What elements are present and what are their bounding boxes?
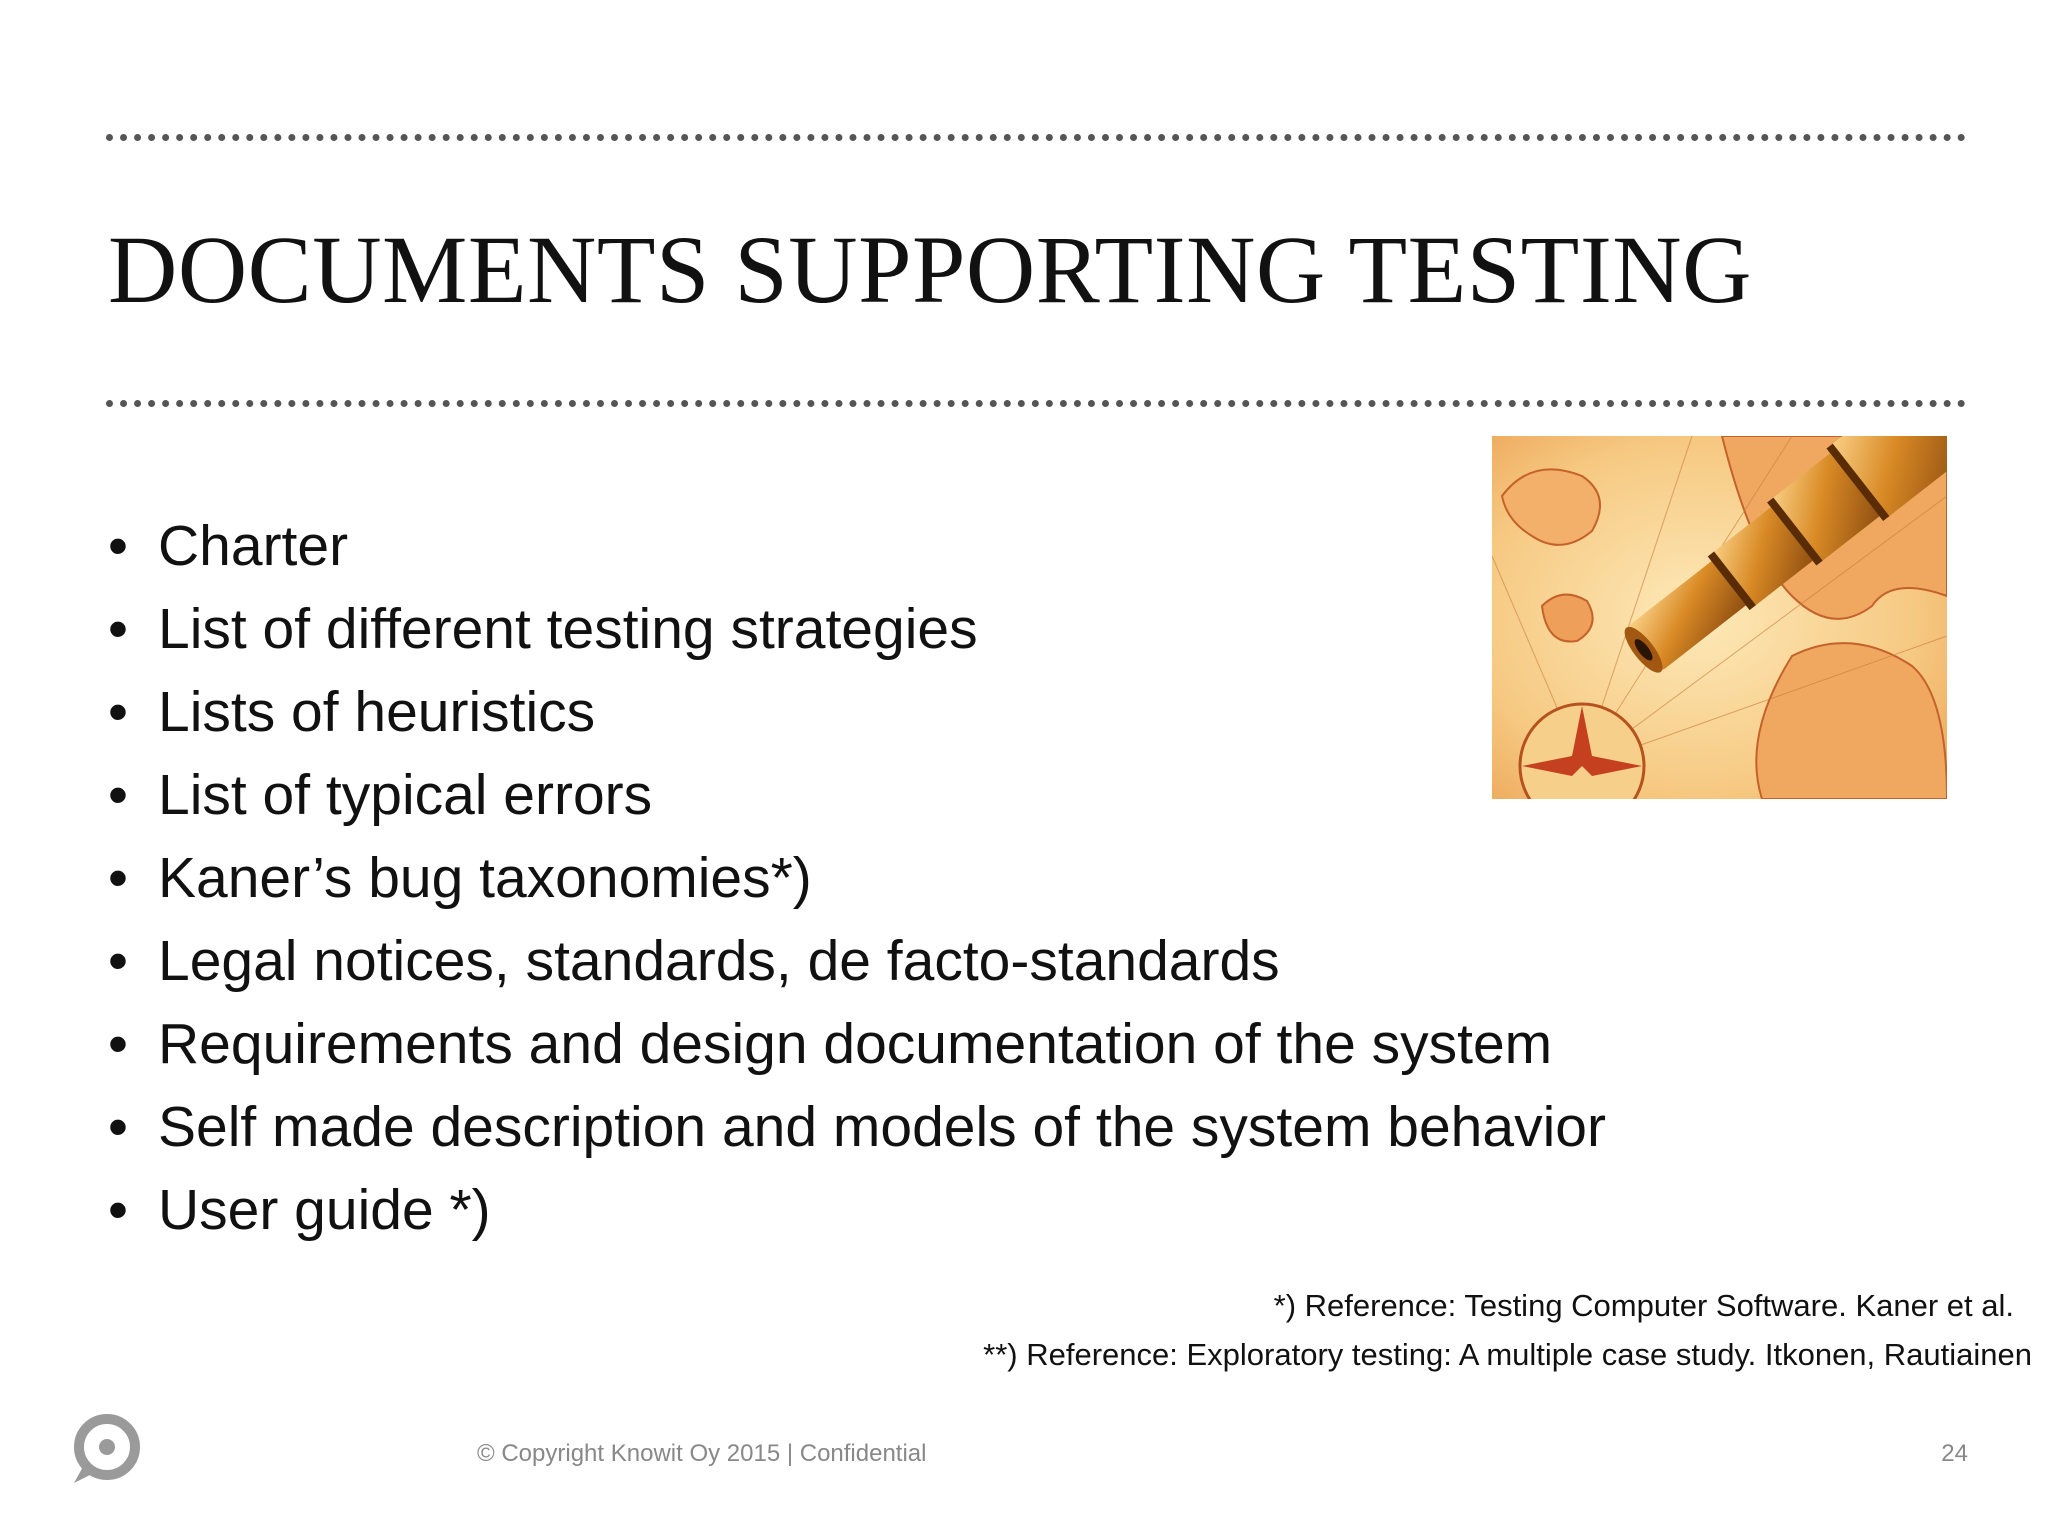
bullet-text: Lists of heuristics bbox=[158, 680, 596, 744]
bullet-glyph: • bbox=[108, 929, 128, 993]
knowit-logo-icon bbox=[70, 1413, 142, 1485]
top-dotted-rule bbox=[106, 134, 1966, 141]
bullet-glyph: • bbox=[108, 1012, 128, 1076]
bullet-text: Kaner’s bug taxonomies*) bbox=[158, 846, 812, 910]
bullet-glyph: • bbox=[108, 1095, 128, 1159]
copyright-footer: © Copyright Knowit Oy 2015 | Confidential bbox=[477, 1440, 927, 1467]
bullet-glyph: • bbox=[108, 846, 128, 910]
bullet-item bbox=[108, 837, 1668, 920]
bottom-dotted-rule bbox=[106, 400, 1966, 407]
bullet-glyph: • bbox=[108, 680, 128, 744]
reference-note-1: *) Reference: Testing Computer Software. Kaner et al. bbox=[1273, 1288, 2014, 1323]
page-number: 24 bbox=[1941, 1440, 1968, 1467]
bullet-list bbox=[108, 505, 1668, 1252]
bullet-glyph: • bbox=[108, 597, 128, 661]
bullet-glyph: • bbox=[108, 763, 128, 827]
reference-note-2: **) Reference: Exploratory testing: A multiple case study. Itkonen, Rautiainen bbox=[983, 1337, 2032, 1372]
bullet-glyph: • bbox=[108, 514, 128, 578]
telescope-on-map-image bbox=[1492, 436, 1947, 799]
bullet-text: List of different testing strategies bbox=[158, 597, 978, 661]
bullet-item bbox=[108, 754, 1668, 837]
bullet-item bbox=[108, 1169, 1668, 1252]
bullet-item bbox=[108, 505, 1668, 588]
bullet-item bbox=[108, 671, 1668, 754]
bullet-text: User guide *) bbox=[158, 1178, 491, 1242]
bullet-glyph: • bbox=[108, 1178, 128, 1242]
bullet-item bbox=[108, 920, 1668, 1003]
bullet-item bbox=[108, 1003, 1668, 1086]
slide-title: DOCUMENTS SUPPORTING TESTING bbox=[108, 216, 1752, 323]
bullet-text: List of typical errors bbox=[158, 763, 653, 827]
bullet-item bbox=[108, 1086, 1668, 1169]
bullet-text: Self made description and models of the system behavior bbox=[158, 1095, 1606, 1159]
bullet-item bbox=[108, 588, 1668, 671]
bullet-text: Requirements and design documentation of the system bbox=[158, 1012, 1553, 1076]
bullet-text: Charter bbox=[158, 514, 349, 578]
bullet-text: Legal notices, standards, de facto-standards bbox=[158, 929, 1280, 993]
